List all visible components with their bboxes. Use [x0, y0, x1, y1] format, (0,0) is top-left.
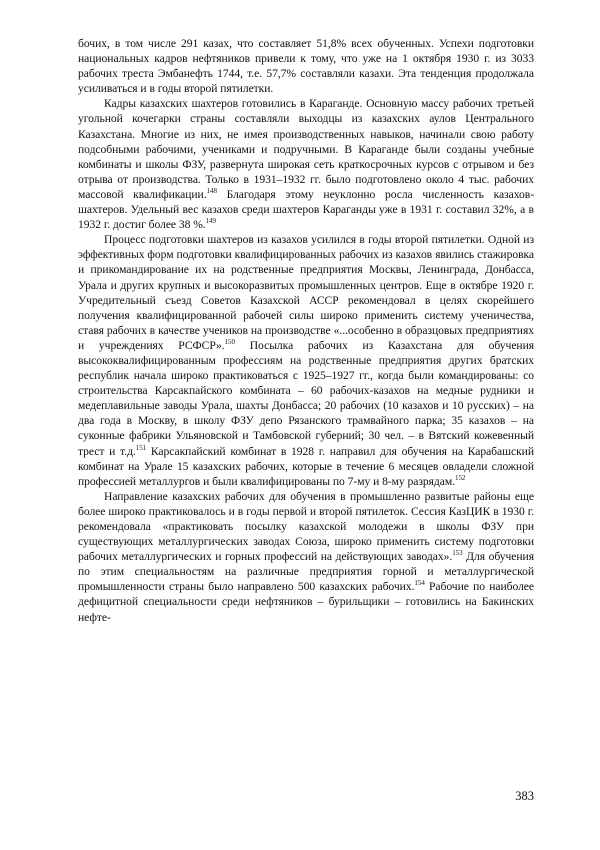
text-run: Процесс подготовки шахтеров из казахов усилился в годы второй пятилетки. Одной из эффективных форм подготовки квалифицированных рабочих из казахов явились стажировка и прикомандирование их на родственные предприятия Москвы, Ленинграда, Донбасса, Урала и других крупных и высокоразвитых промышленных центров. Еще в октябре 1920 г. Учредительный съезд Советов Казахской АССР рекомендовал в целях скорейшего получения квалифицированной рабочей силы широко применить систему ученичества, ставя рабочих в качестве учеников на производстве «...особенно в образцовых предприятиях и учреждениях РСФСР».: [78, 233, 534, 352]
footnote-ref: 152: [455, 473, 466, 482]
paragraph: [78, 96, 534, 232]
footnote-ref: 151: [135, 443, 147, 452]
text-run: Кадры казахских шахтеров готовились в Караганде. Основную массу рабочих третьей угольной кочегарки страны составляли выходцы из казахских аулов Центрального Казахстана. Многие из них, не имея производственных навыков, начинали свою работу подсобными рабочими, учениками и подручными. В Караганде были созданы учебные комбинаты и школы ФЗУ, развернута широкая сеть краткосрочных курсов с отрывом и без отрыва от производства. Только в 1931–1932 гг. было подготовлено около 4 тыс. рабочих массовой квалификации.: [78, 97, 534, 201]
text-run: Для обучения по этим специальностям на различные предприятия горной и металлургической промышленности страны было направлено 500 казахских рабочих.: [78, 550, 534, 594]
text-run: бочих, в том числе 291 казах, что составляет 51,8% всех обученных. Успехи подготовки национальных кадров нефтяников привели к тому, что уже на 1 октября 1930 г. из 3033 рабочих треста Эмбанефть 1744, т.е. 57,7% составляли казахи. Эта тенденция продолжала усиливаться и в годы второй пятилетки.: [78, 37, 534, 96]
page: [78, 36, 534, 816]
text-run: Посылка рабочих из Казахстана для обучения высококвалифицированным профессиям на родственные предприятия других братских республик начала широко практиковаться с 1925–1927 гг., когда были командированы: со строительства Карсакпайского комбината – 60 рабочих-казахов на медные рудники и медеплавильные заводы Урала, шахты Донбасса; 20 рабочих (10 казахов и 10 русских) – на два года в Москву, в школу ФЗУ депо Рязанского трамвайного парка; 35 казахов – на суконные фабрики Ульяновской и Тамбовской губерний; 30 чел. – в Вятский кожевенный трест и т.д.: [78, 338, 535, 458]
paragraph: [78, 36, 534, 96]
paragraph: [78, 489, 534, 625]
body-text: [78, 36, 534, 625]
footnote-ref: 153: [452, 549, 463, 558]
footnote-ref: 148: [206, 187, 217, 196]
text-run: Карсакпайский комбинат в 1928 г. направил для обучения на Карабашский комбинат на Урале 15 казахских рабочих, которые в течение 6 месяцев овладели сложной профессией металлургов и были квалифицированы по 7-му и 8-му разрядам.: [78, 444, 534, 488]
footnote-ref: 154: [414, 579, 425, 588]
text-run: Направление казахских рабочих для обучения в промышленно развитые районы еще более широко практиковалось и в годы первой и второй пятилеток. Сессия КазЦИК в 1930 г. рекомендовала «практиковать посылку казахской молодежи в школы ФЗУ при существующих металлургических заводах Союза, широко применить систему подготовки рабочих металлургических и горных профессий на действующих заводах».: [78, 489, 534, 564]
text-run: Благодаря этому неуклонно росла численность казахов-шахтеров. Удельный вес казахов среди шахтеров Караганды уже в 1931 г. составил 32%, а в 1932 г. достиг более 38 %.: [78, 187, 534, 232]
footnote-ref: 150: [224, 338, 235, 347]
text-run: Рабочие по наиболее дефицитной специальности среди нефтяников – бурильщики – готовились на Бакинских нефте-: [78, 580, 535, 624]
paragraph: [78, 232, 534, 489]
page-number: 383: [515, 789, 534, 803]
footnote-ref: 149: [205, 217, 217, 226]
